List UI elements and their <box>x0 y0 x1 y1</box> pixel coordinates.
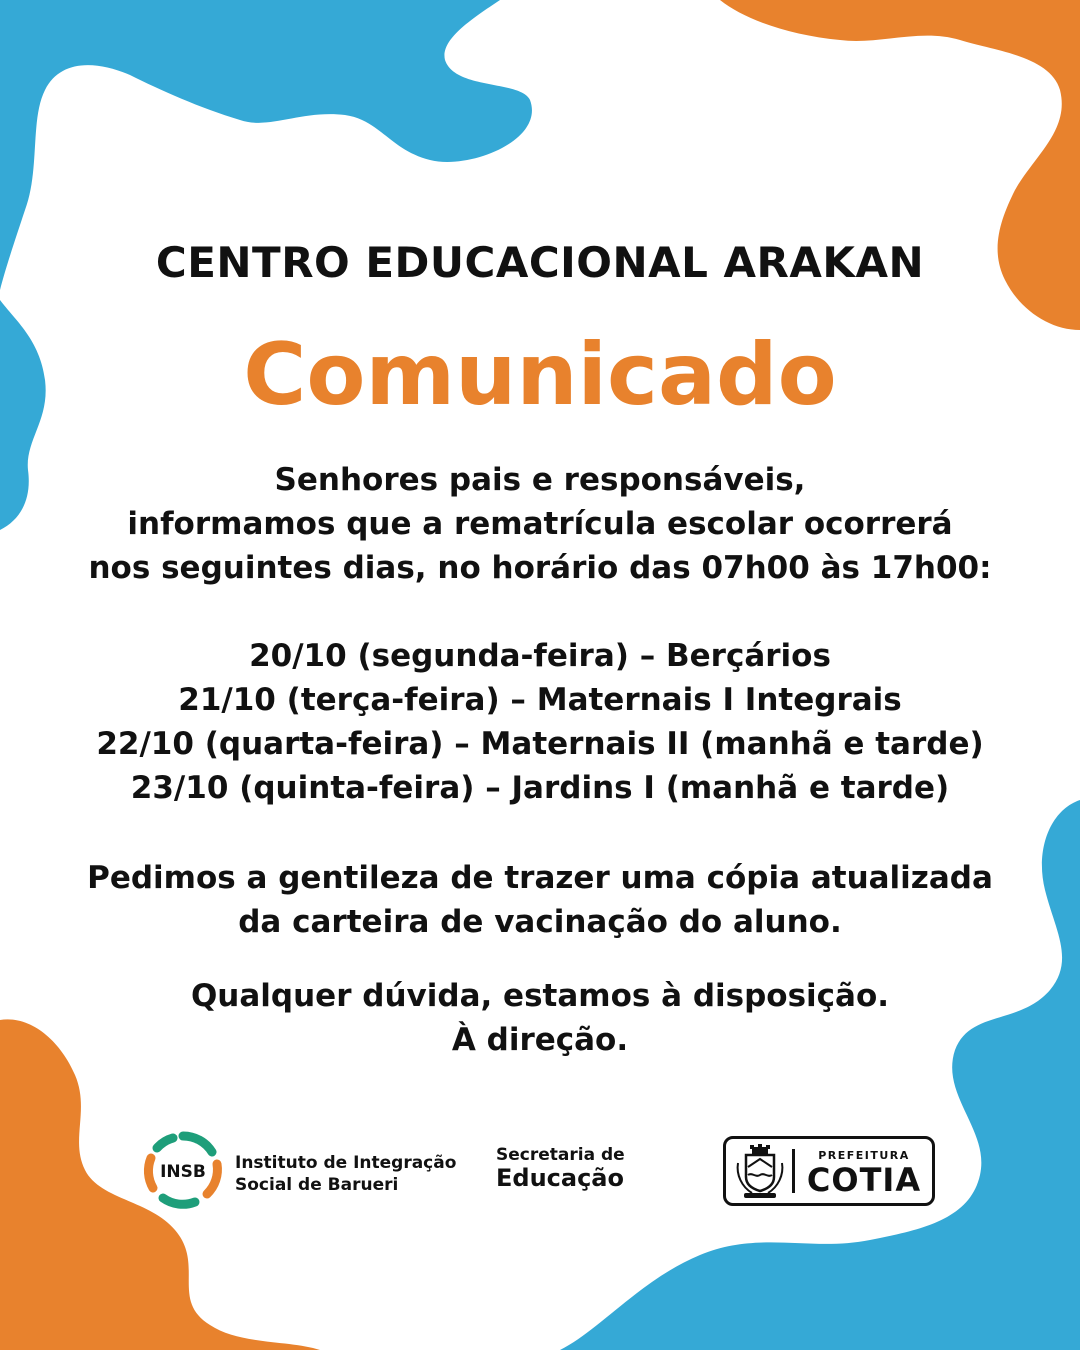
intro-paragraph <box>0 458 1080 590</box>
signature-line: À direção. <box>451 1022 629 1058</box>
city-crest-icon <box>730 1139 790 1203</box>
prefeitura-cotia-logo <box>723 1136 935 1206</box>
insb-badge: INSB <box>160 1162 206 1182</box>
insb-emblem-icon <box>143 1130 223 1210</box>
closing-paragraph <box>0 974 1080 1062</box>
schedule-item: 20/10 (segunda-feira) – Berçários <box>249 638 831 674</box>
schedule-item: 22/10 (quarta-feira) – Maternais II (manhã e tarde) <box>96 726 984 762</box>
secretaria-logo <box>496 1145 646 1191</box>
logo-divider <box>792 1149 795 1193</box>
cotia-name: COTIA <box>806 1161 922 1199</box>
schedule-list <box>0 634 1080 810</box>
insb-name: Instituto de Integração Social de Barueri <box>235 1153 457 1195</box>
secretaria-line: Educação <box>496 1164 624 1192</box>
secretaria-line: Secretaria de <box>496 1145 625 1165</box>
page-title: Comunicado <box>243 325 837 425</box>
schedule-item: 21/10 (terça-feira) – Maternais I Integrais <box>178 682 902 718</box>
intro-line: Senhores pais e responsáveis, <box>274 462 806 498</box>
request-line: Pedimos a gentileza de trazer uma cópia atualizada <box>87 860 993 896</box>
intro-line: informamos que a rematrícula escolar ocorrerá <box>127 506 953 542</box>
schedule-item: 23/10 (quinta-feira) – Jardins I (manhã e tarde) <box>130 770 950 806</box>
request-paragraph <box>0 856 1080 944</box>
request-line: da carteira de vacinação do aluno. <box>238 904 842 940</box>
closing-line: Qualquer dúvida, estamos à disposição. <box>190 978 890 1014</box>
intro-line: nos seguintes dias, no horário das 07h00 às 17h00: <box>88 550 992 586</box>
school-name: CENTRO EDUCACIONAL ARAKAN <box>155 238 925 287</box>
cotia-prefeitura-label: PREFEITURA <box>818 1149 910 1162</box>
insb-logo <box>143 1130 457 1210</box>
